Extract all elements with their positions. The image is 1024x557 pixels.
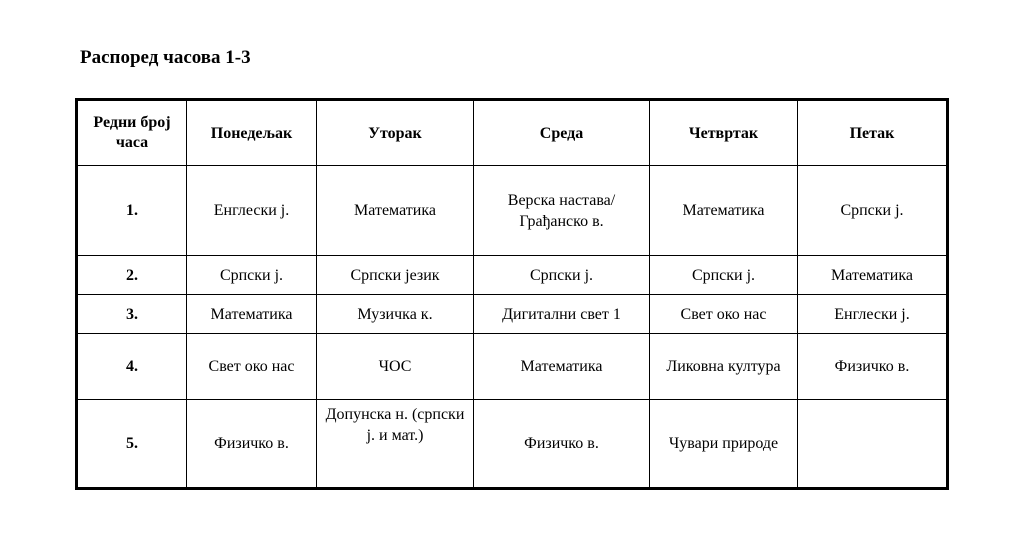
- table-cell: Српски ј.: [650, 256, 798, 295]
- table-cell: Математика: [187, 295, 317, 334]
- table-cell: Музичка к.: [317, 295, 474, 334]
- table-cell: Математика: [798, 256, 948, 295]
- lesson-number: 3.: [77, 295, 187, 334]
- table-row: [77, 334, 948, 400]
- lesson-number: 4.: [77, 334, 187, 400]
- table-cell: ЧОС: [317, 334, 474, 400]
- table-cell: Математика: [317, 166, 474, 256]
- table-cell: Енглески ј.: [187, 166, 317, 256]
- header-tuesday: Уторак: [317, 100, 474, 166]
- table-cell: Српски језик: [317, 256, 474, 295]
- table-cell: Свет око нас: [650, 295, 798, 334]
- table-cell: [798, 400, 948, 489]
- table-cell: Физичко в.: [474, 400, 650, 489]
- timetable: [75, 98, 949, 490]
- table-cell: Чувари природе: [650, 400, 798, 489]
- page-title: Распоред часова 1-3: [80, 47, 251, 68]
- table-cell: Математика: [474, 334, 650, 400]
- header-thursday: Четвртак: [650, 100, 798, 166]
- table-cell: Српски ј.: [187, 256, 317, 295]
- header-lesson-number: Редни број часа: [77, 100, 187, 166]
- table-row: [77, 256, 948, 295]
- header-wednesday: Среда: [474, 100, 650, 166]
- lesson-number: 5.: [77, 400, 187, 489]
- lesson-number: 2.: [77, 256, 187, 295]
- header-friday: Петак: [798, 100, 948, 166]
- table-cell: Свет око нас: [187, 334, 317, 400]
- table-cell: Верска настава/Грађанско в.: [474, 166, 650, 256]
- table-cell: Физичко в.: [798, 334, 948, 400]
- table-cell: Математика: [650, 166, 798, 256]
- table-row: [77, 400, 948, 489]
- header-row: [77, 100, 948, 166]
- header-monday: Понедељак: [187, 100, 317, 166]
- table-cell: Српски ј.: [474, 256, 650, 295]
- table-cell: Дигитални свет 1: [474, 295, 650, 334]
- table-row: [77, 295, 948, 334]
- table-cell: Српски ј.: [798, 166, 948, 256]
- table-cell: Ликовна култура: [650, 334, 798, 400]
- table-cell: Допунска н. (српски ј. и мат.): [317, 400, 474, 489]
- table-cell: Физичко в.: [187, 400, 317, 489]
- table-cell: Енглески ј.: [798, 295, 948, 334]
- lesson-number: 1.: [77, 166, 187, 256]
- table-row: [77, 166, 948, 256]
